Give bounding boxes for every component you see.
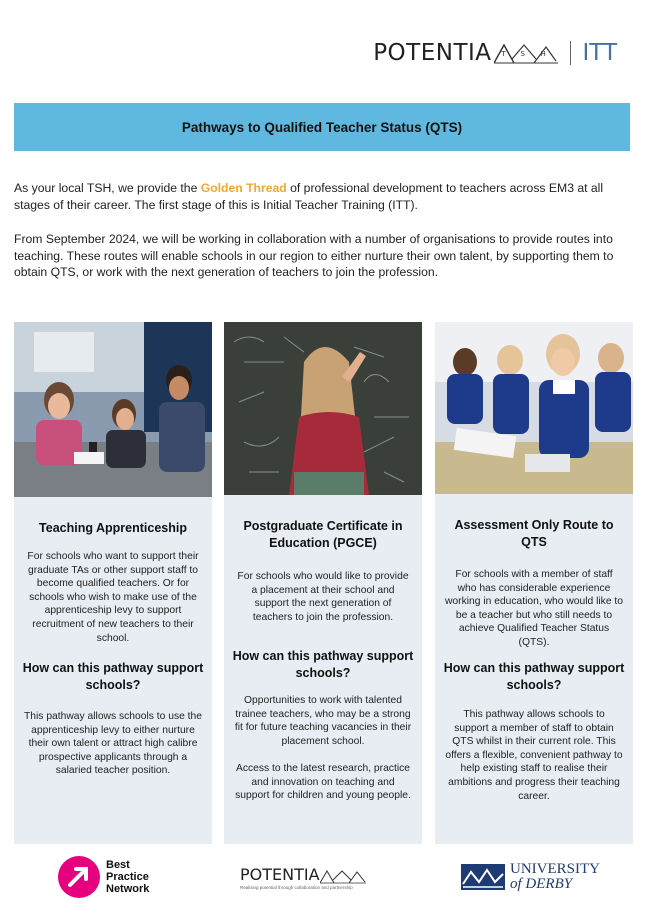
pathway-card-apprenticeship — [14, 322, 212, 844]
pathway-support-text-2: Access to the latest research, practice and innovation on teaching and support for children and young people. — [235, 763, 411, 802]
pathway-title: Teaching Apprenticeship — [39, 521, 187, 535]
pgce-photo — [224, 322, 422, 495]
intro-paragraph-1 — [14, 180, 620, 213]
footer-tsh-mark — [320, 868, 366, 884]
pathway-support-heading: How can this pathway support schools? — [22, 661, 204, 692]
pathway-support-heading: How can this pathway support schools? — [232, 649, 414, 680]
derby-line-1: UNIVERSITY — [510, 861, 600, 877]
title-banner — [14, 103, 630, 151]
pathway-card-pgce — [224, 322, 422, 844]
pathway-support-heading: How can this pathway support schools? — [443, 661, 625, 692]
bpn-word: Practice — [106, 871, 149, 883]
footer-potentia-word: POTENTIA — [240, 864, 320, 884]
best-practice-network-logo — [58, 852, 149, 902]
logo-word: POTENTIA — [373, 40, 492, 66]
golden-thread-highlight: Golden Thread — [200, 181, 287, 195]
tsh-mark — [494, 41, 558, 65]
bpn-wordmark — [106, 859, 149, 895]
logo-divider — [570, 41, 571, 65]
apprenticeship-photo — [14, 322, 212, 497]
logo-letter-s: S — [520, 50, 525, 58]
pathway-title: Postgraduate Certificate in Education (PGCE) — [243, 519, 403, 550]
assessment-only-photo — [435, 322, 633, 494]
footer-potentia-tagline: Realising potential through collaboration and partnership — [240, 884, 353, 890]
pathway-title: Assessment Only Route to QTS — [454, 518, 614, 549]
bpn-icon — [58, 856, 100, 898]
pathway-description: For schools who want to support their graduate TAs or other support staff to become qualified teachers. Or for schools who wish to make use of the apprenticeship levy to support recruitment of new teachers to their school. — [27, 551, 199, 644]
pathway-support-text: This pathway allows schools to use the apprenticeship levy to either nurture their own talent or attract high calibre prospective applicants through a salaried teacher position. — [24, 711, 202, 777]
derby-line-2: of DERBY — [510, 876, 573, 892]
pathway-description: For schools who would like to provide a placement at their school and support the next generation of teachers to join the profession. — [237, 571, 409, 623]
potentia-itt-logo — [373, 40, 617, 66]
university-of-derby-logo — [461, 852, 600, 902]
pathway-support-text: This pathway allows schools to support a member of staff to obtain QTS whilst in their current role. This offers a flexible, convenient pathway to help existing staff to realise their ambitions and progress their teaching career. — [445, 709, 623, 802]
intro-text: As your local TSH, we provide the — [14, 181, 201, 195]
pathway-description: For schools with a member of staff who has considerable experience working in education, who would like to be a teacher but who still needs to achieve Qualified Teacher Status (QTS). — [445, 569, 624, 648]
pathway-card-assessment-only — [435, 322, 633, 844]
logo-letter-h: H — [540, 50, 546, 58]
intro-paragraph-2: From September 2024, we will be working in collaboration with a number of organisations to provide routes into teaching. These routes will enable schools in our region to either nurture their own talent, by supporting them to obtain QTS, or work with the next generation of teachers to join the profession. — [14, 232, 614, 279]
bpn-word: Best — [106, 859, 130, 871]
derby-crest-icon — [461, 864, 505, 890]
logo-itt: ITT — [582, 40, 617, 66]
logo-letter-t: T — [501, 50, 506, 58]
page-title: Pathways to Qualified Teacher Status (QTS) — [181, 119, 463, 135]
derby-wordmark — [510, 862, 600, 892]
bpn-word: Network — [106, 883, 150, 895]
potentia-tsh-footer-logo — [240, 852, 366, 902]
pathway-support-text: Opportunities to work with talented trainee teachers, who may be a strong fit for future teaching vacancies in their placement school. — [234, 695, 412, 747]
intro-text: of professional development to teachers across EM3 at all stages of their career. The first stage of this is Initial Teacher Training (ITT). — [14, 181, 604, 212]
